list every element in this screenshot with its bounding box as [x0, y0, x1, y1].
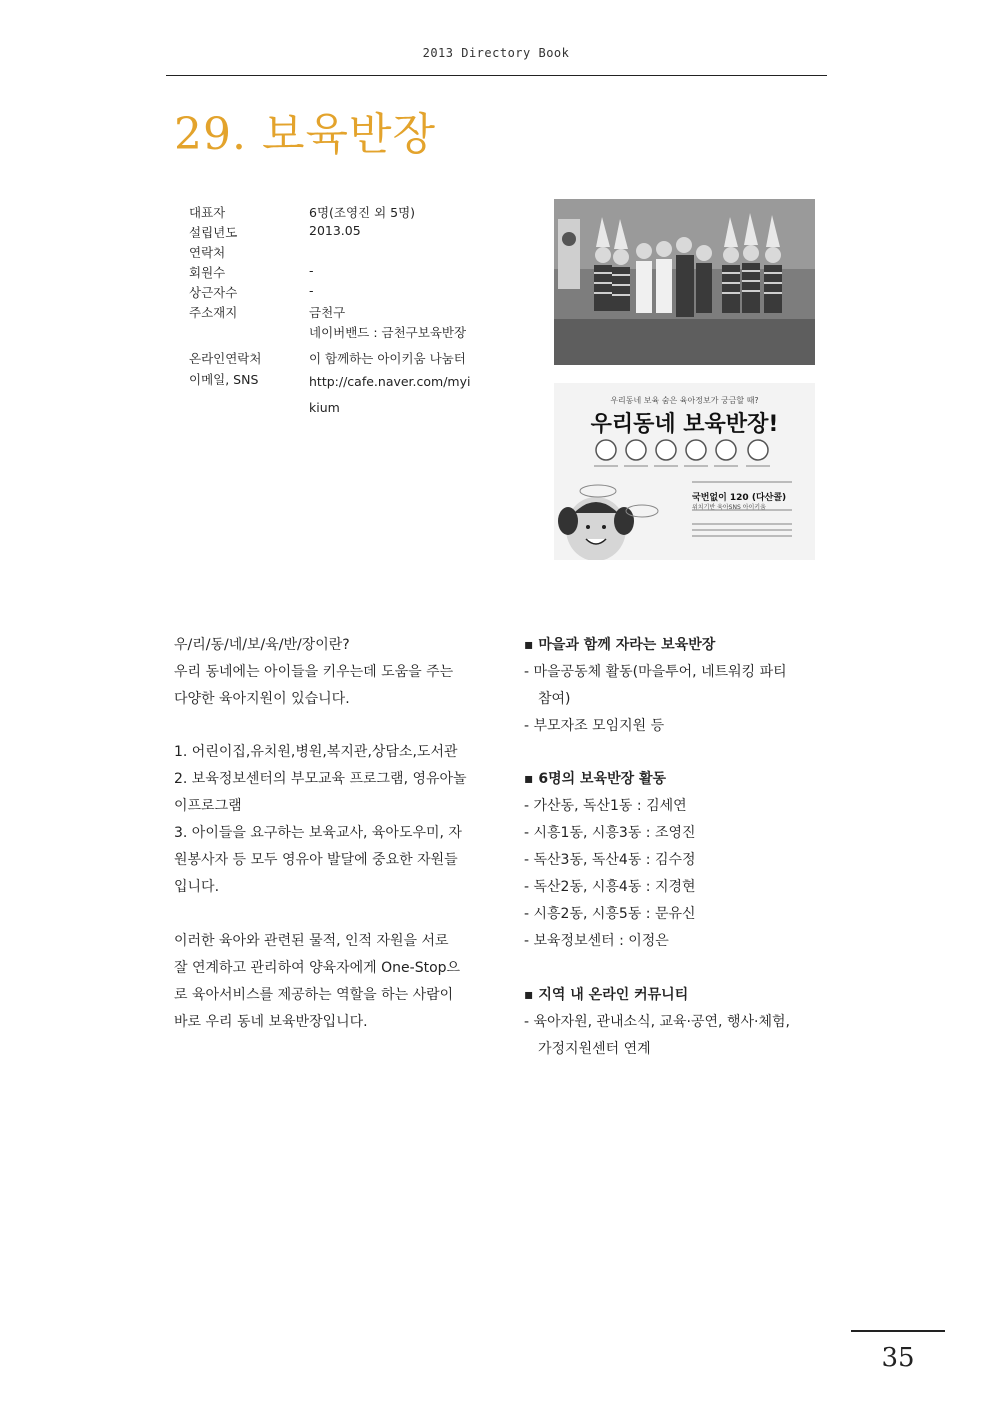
left-list-item: 입니다.: [174, 879, 220, 895]
list-item: 가정지원센터 연계: [538, 1041, 651, 1057]
members-value: -: [309, 263, 314, 278]
poster-top-line: 우리동네 보육 숨은 육아정보가 궁금할 때?: [610, 396, 759, 405]
section-heading-village: ▪ 마을과 함께 자라는 보육반장: [524, 637, 716, 653]
online-value-2: 이 함께하는 아이키움 나눔터: [309, 351, 466, 366]
online-label: 온라인연락처: [189, 351, 262, 366]
group-photo: [554, 199, 815, 365]
header-title: 2013 Directory Book: [422, 46, 570, 60]
left-heading: 우/리/동/네/보/육/반/장이란?: [174, 637, 350, 653]
list-item: - 육아자원, 관내소식, 교육·공연, 행사·체험,: [524, 1014, 790, 1030]
year-value: 2013.05: [309, 223, 361, 238]
poster-phone-line: 국번없이 120 (다산콜): [692, 493, 787, 503]
left-p2-line: 잘 연계하고 관리하여 양육자에게 One-Stop으: [174, 960, 461, 976]
address-value: 금천구: [309, 305, 346, 320]
rep-value: 6명(조영진 외 5명): [309, 205, 416, 220]
list-item: - 보육정보센터 : 이정은: [524, 933, 669, 949]
list-item: - 가산동, 독산1동 : 김세연: [524, 798, 687, 814]
staff-value: -: [309, 283, 314, 298]
footer-rule: [851, 1330, 945, 1332]
left-p1-line: 우리 동네에는 아이들을 키우는데 도움을 주는: [174, 664, 454, 680]
members-label: 회원수: [189, 265, 226, 280]
year-label: 설립년도: [189, 225, 238, 240]
list-item: - 시흥1동, 시흥3동 : 조영진: [524, 825, 696, 841]
left-list-item: 이프로그램: [174, 798, 242, 814]
left-list-item: 1. 어린이집,유치원,병원,복지관,상담소,도서관: [174, 744, 458, 760]
left-p2-line: 바로 우리 동네 보육반장입니다.: [174, 1014, 368, 1030]
rep-label: 대표자: [189, 205, 226, 220]
online-value-1: 네이버밴드 : 금천구보육반장: [309, 325, 467, 340]
list-item: - 마을공동체 활동(마을투어, 네트워킹 파티: [524, 664, 787, 680]
section-heading-community: ▪ 지역 내 온라인 커뮤니티: [524, 987, 689, 1003]
section-heading-activity: ▪ 6명의 보육반장 활동: [524, 771, 667, 787]
promo-poster: [554, 383, 815, 560]
left-p2-line: 로 육아서비스를 제공하는 역할을 하는 사람이: [174, 987, 454, 1003]
left-list-item: 3. 아이들을 요구하는 보육교사, 육아도우미, 자: [174, 825, 462, 841]
left-p1-line: 다양한 육아지원이 있습니다.: [174, 691, 350, 707]
poster-sns-line: 위치기반 육아SNS 아이키움: [692, 504, 766, 511]
left-list-item: 원봉사자 등 모두 영유아 발달에 중요한 자원들: [174, 852, 458, 868]
list-item: - 독산2동, 시흥4동 : 지경현: [524, 879, 696, 895]
staff-label: 상근자수: [189, 285, 238, 300]
page-number: 35: [881, 1343, 915, 1373]
email-value-1: http://cafe.naver.com/myi: [309, 374, 471, 389]
list-item: - 독산3동, 독산4동 : 김수정: [524, 852, 696, 868]
poster-headline: 우리동네 보육반장!: [590, 412, 779, 437]
list-item: - 부모자조 모임지원 등: [524, 718, 665, 734]
left-list-item: 2. 보육정보센터의 부모교육 프로그램, 영유아놀: [174, 771, 467, 787]
page-title: 29. 보육반장: [174, 109, 436, 160]
header-rule: [166, 75, 827, 76]
list-item: - 시흥2동, 시흥5동 : 문유신: [524, 906, 696, 922]
email-value-2: kium: [309, 400, 340, 415]
contact-label: 연락처: [189, 245, 226, 260]
left-p2-line: 이러한 육아와 관련된 물적, 인적 자원을 서로: [174, 933, 449, 949]
email-label: 이메일, SNS: [189, 372, 259, 387]
address-label: 주소재지: [189, 305, 238, 320]
list-item: 참여): [538, 691, 571, 707]
